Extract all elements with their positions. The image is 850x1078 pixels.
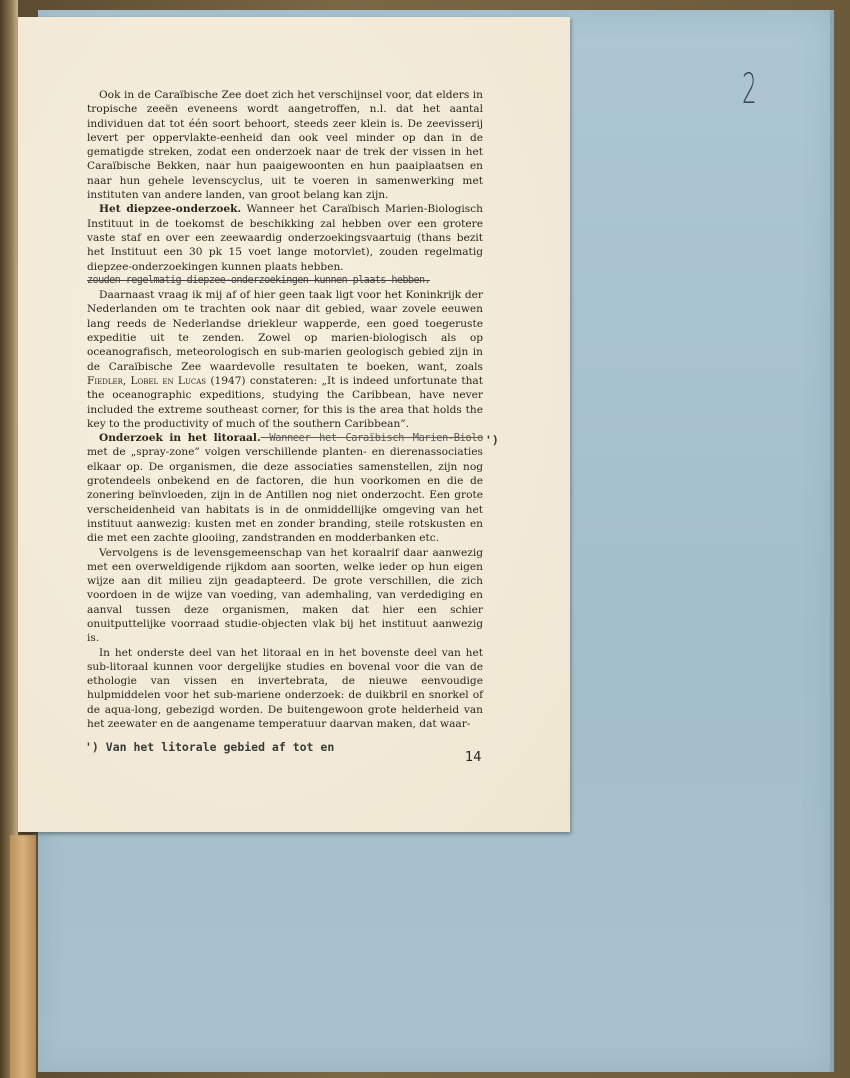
paragraph-3-quote: (1947) constateren: „It is indeed unfortunate that the oceanographic expeditions, studying the Caribbean, have never included the extreme southeast corner, for this is the area that holds the key to the productivity of much of the southern Caribbean”. <box>87 374 484 430</box>
paragraph-3 <box>87 288 483 431</box>
cited-authors: Fiedler, Lobel en Lucas <box>87 374 207 387</box>
typed-footnote: ') Van het litorale gebied af tot en <box>85 740 335 754</box>
footnote-marker: ') <box>485 433 499 447</box>
paragraph-4-body: met de „spray-zone” volgen verschillende planten- en dierenassociaties elkaar op. De organismen, die deze associaties samenstellen, zijn nog grotendeels onbekend en de factoren, die hun voorkomen en die de zonering beïnvloeden, zijn in de Antillen nog niet onderzocht. Een grote verscheidenheid van habitats is in de onmiddellijke omgeving van het instituut aanwezig: kusten met en zonder branding, steile rotskusten en die met een zachte glooiing, zandstranden en modderbanken etc. <box>87 446 483 545</box>
paragraph-3-body: Daarnaast vraag ik mij af of hier geen taak ligt voor het Koninkrijk der Nederlanden om te trachten ook naar dit gebied, waar zovele eeuwen lang reeds de Nederlandse driekleur wapperde, een goed toegeruste expeditie uit te zenden. Zowel op marien-biologisch als op oceanografisch, meteorologisch en sub-marien geologisch gebied zijn in de Caraïbische Zee waardevolle resultaten te boeken, want, zoals <box>87 289 483 373</box>
blue-sheet-page-marker: 2 <box>742 64 757 113</box>
paragraph-1: Ook in de Caraïbische Zee doet zich het verschijnsel voor, dat elders in tropische zeeën eveneens wordt aangetroffen, n.l. dat het aantal individuen dat tot één soort behoort, steeds zeer klein is. De zeevisserij levert per oppervlakte-eenheid dan ook veel minder op dan in de gematigde streken, zodat een onderzoek naar de trek der vissen in het Caraïbische Bekken, naar hun paaigewoonten en hun paaiplaatsen en naar hun gehele levenscyclus, uit te voeren in samenwerking met instituten van andere landen, van groot belang kan zijn. <box>87 89 483 202</box>
paragraph-2-body: Wanneer het Caraïbisch Marien-Biologisch Instituut in de toekomst de beschikking zal hebben over een grotere vaste staf en over een zeewaardig onderzoekingsvaartuig (thans bezit het Instituut een 30 pk 15 voet lange motorvlet), zouden regelmatig diepzee-onderzoekingen kunnen plaats hebben. <box>87 203 484 273</box>
struck-typed-line: zouden regelmatig diepzee-onderzoekingen kunnen plaats hebben. <box>87 274 431 286</box>
page-body-text <box>87 88 483 731</box>
binding-tape <box>10 835 36 1078</box>
section-heading-diepzee: Het diepzee-onderzoek. <box>99 203 242 216</box>
paragraph-5: Vervolgens is de levensgemeenschap van het koraalrif daar aanwezig met een overweldigende rijkdom aan soorten, welke ieder op hun eigen wijze aan dit milieu zijn geadapteerd. De grote verschillen, die zich voordoen in de wijze van voeding, van ademhaling, van verdediging en aanval tussen deze organismen, maken dat hier een schier onuitputtelijke voorraad studie-objecten vlak bij het instituut aanwezig is. <box>87 546 483 645</box>
page-number: 14 <box>465 750 482 765</box>
paragraph-2 <box>87 202 483 273</box>
paragraph-6: In het onderste deel van het litoraal en in het bovenste deel van het sub-litoraal kunnen voor dergelijke studies en bovenal voor die van de ethologie van vissen en invertebrata, de nieuwe eenvoudige hulpmiddelen voor het sub-mariene onderzoek: de duikbril en snorkel of de aqua-long, gebezigd worden. De buitengewoon grote helderheid van het zeewater en de aangename temperatuur daarvan maken, dat waar- <box>87 646 483 731</box>
paragraph-4 <box>87 431 483 545</box>
section-heading-litoraal: Onderzoek in het litoraal. <box>99 432 261 445</box>
struck-typed-insert: Wanneer het Caraïbisch Marien-Biolo <box>260 432 483 445</box>
